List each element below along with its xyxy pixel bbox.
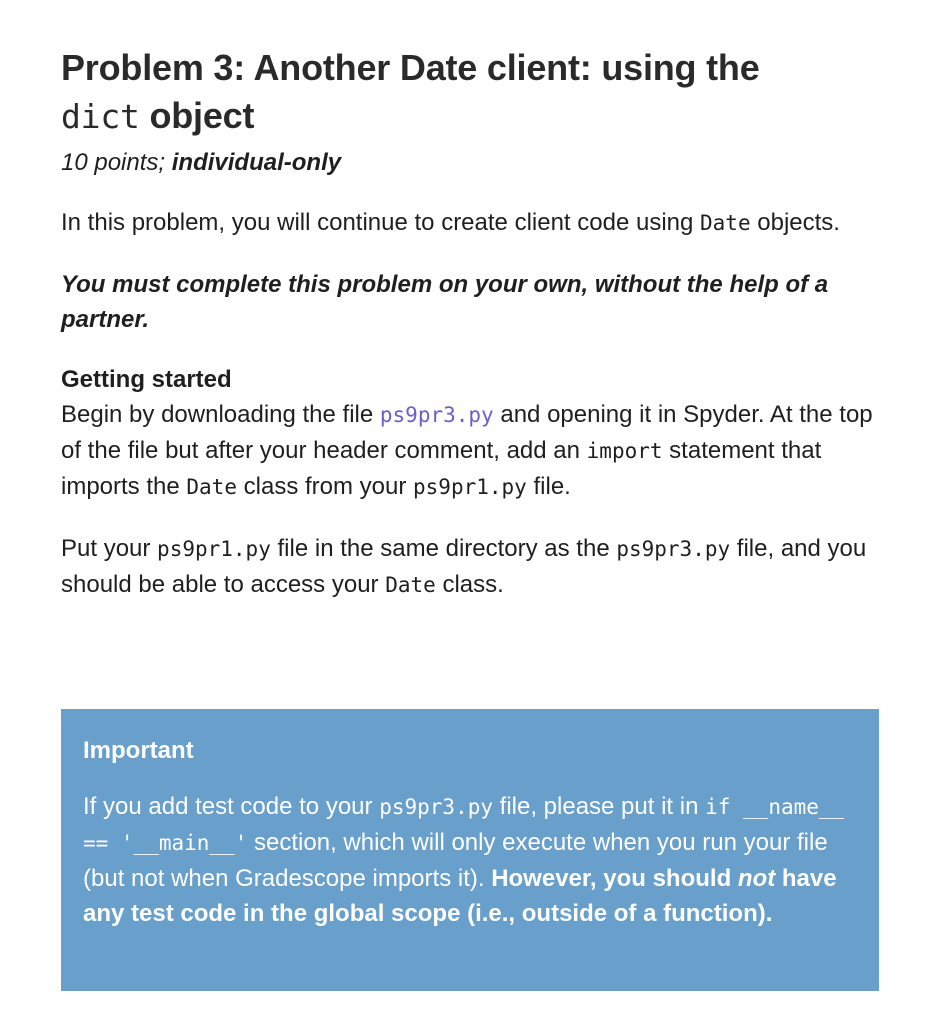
intro-paragraph: [61, 205, 879, 241]
code-ps9pr1: ps9pr1.py: [413, 475, 527, 499]
code-import: import: [586, 439, 663, 463]
important-body: [83, 789, 857, 931]
gs-text-4: class from your: [236, 473, 414, 500]
points-text: 10 points;: [61, 149, 172, 176]
intro-text-end: objects.: [750, 209, 840, 236]
getting-started-paragraph: [61, 397, 879, 505]
code-ps9pr3-file: ps9pr3.py: [616, 537, 731, 561]
dir-text-1: Put your: [61, 535, 158, 562]
code-date-class: Date: [385, 573, 436, 597]
code-ps9pr1-file: ps9pr1.py: [157, 537, 271, 561]
gs-text-1: Begin by downloading the file: [61, 401, 380, 428]
code-date: Date: [186, 475, 237, 499]
points-subtitle: [61, 147, 879, 179]
imp-text-1: If you add test code to your: [83, 793, 380, 820]
gs-text-3: statement that imports the: [61, 437, 822, 500]
title-code: dict: [61, 97, 140, 136]
ps9pr3-download-link[interactable]: ps9pr3.py: [379, 403, 494, 427]
intro-code-date: Date: [700, 211, 751, 235]
title-text-end: object: [139, 95, 255, 136]
code-if-main: if __name__ == '__main__': [83, 795, 845, 855]
gs-text-2: and opening it in Spyder. At the top of the file but after your header comment, add an: [61, 401, 873, 464]
getting-started-heading: Getting started: [61, 366, 232, 393]
imp-text-3: section, which will only execute when you run your file (but not when Gradescope imports it).: [83, 829, 828, 892]
dir-text-3: file, and you should be able to access your: [61, 535, 867, 598]
dir-text-2: file in the same directory as the: [270, 535, 617, 562]
imp-text-5: have any test code in the global scope (i.e., outside of a function).: [83, 865, 837, 927]
dir-text-4: class.: [435, 571, 504, 598]
imp-text-4: However, you should: [491, 865, 738, 892]
intro-text: In this problem, you will continue to create client code using: [61, 209, 701, 236]
page-title: [61, 44, 879, 141]
code-ps9pr3-test: ps9pr3.py: [379, 795, 493, 819]
individual-only-text: individual-only: [171, 149, 342, 176]
title-text: Problem 3: Another Date client: using the: [61, 47, 760, 88]
emphasis-not: not: [737, 865, 776, 892]
problem-page: [61, 44, 879, 927]
directory-paragraph: [61, 531, 879, 603]
gs-text-5: file.: [526, 473, 571, 500]
imp-text-2: file, please put it in: [492, 793, 706, 820]
individual-warning: You must complete this problem on your own, without the help of a partner.: [61, 271, 829, 333]
important-heading: Important: [83, 737, 194, 764]
important-callout: [61, 709, 879, 991]
